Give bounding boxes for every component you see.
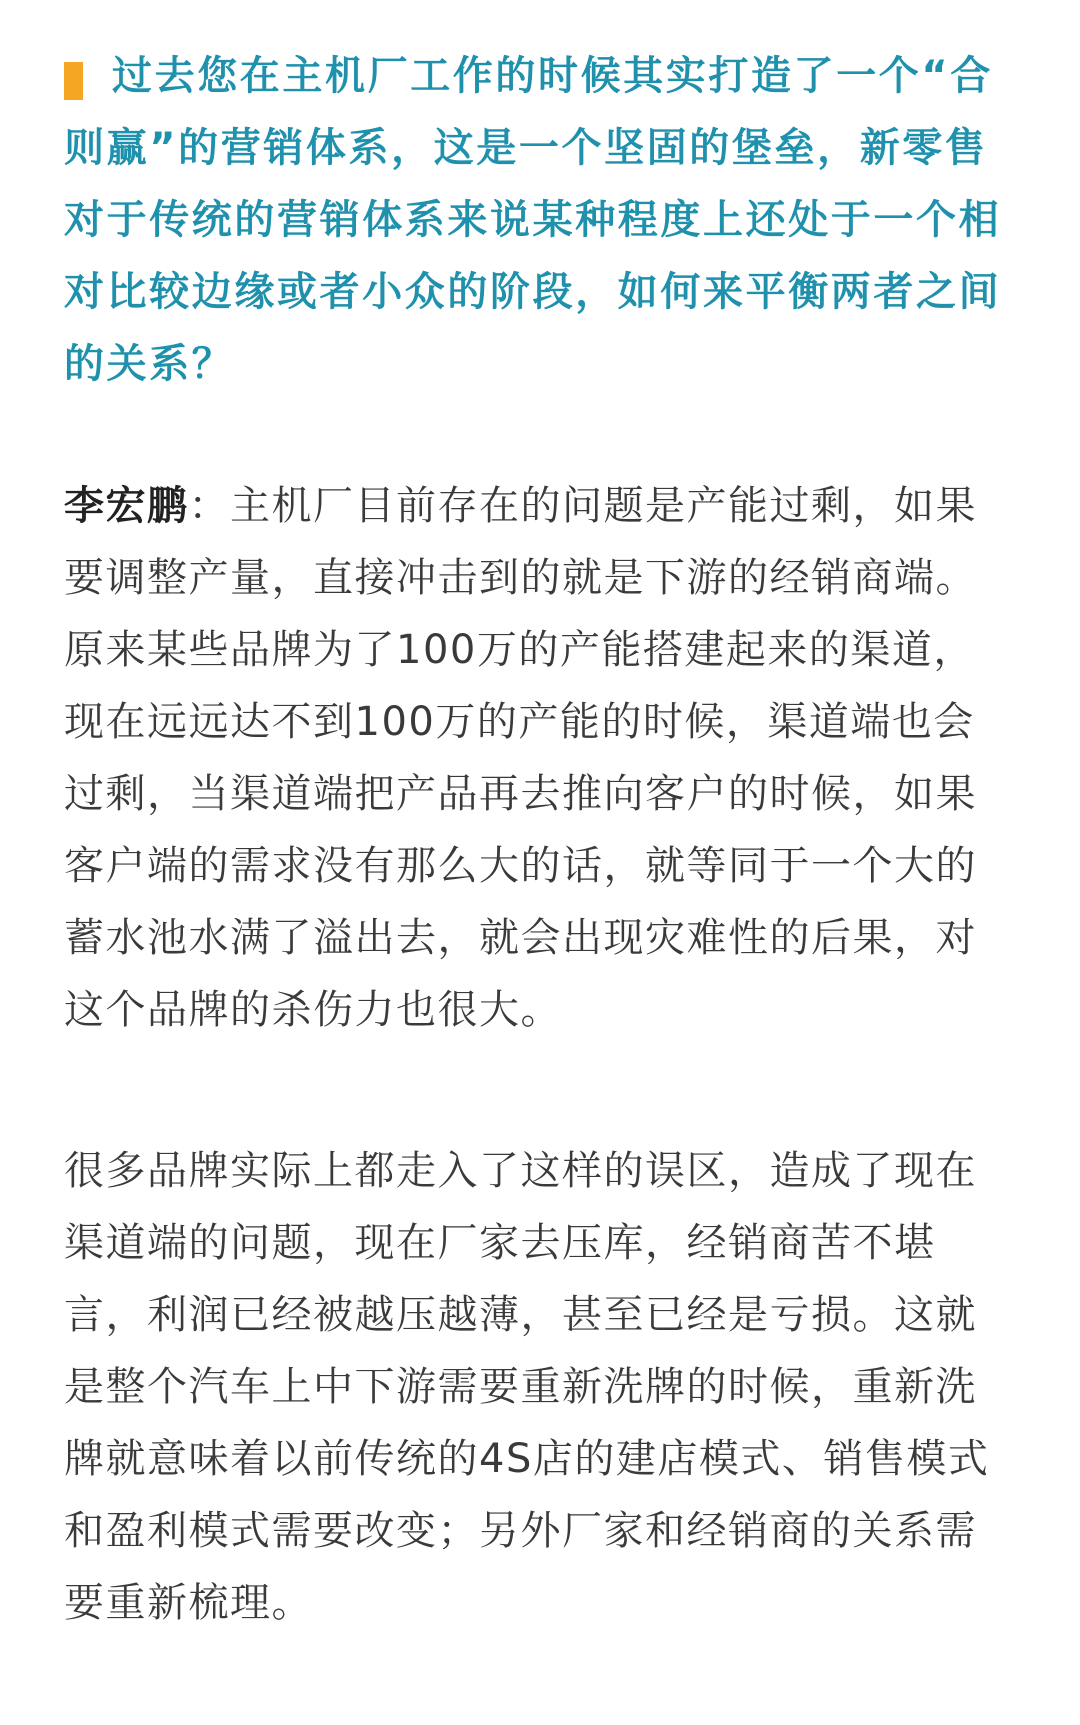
answer-paragraph-2: 很多品牌实际上都走入了这样的误区，造成了现在渠道端的问题，现在厂家去压库，经销商苦不堪言，利润已经被越压越薄，甚至已经是亏损。这就是整个汽车上中下游需要重新洗牌的时候，重新洗牌就意味着以前传统的4S店的建店模式、销售模式和盈利模式需要改变；另外厂家和经销商的关系需要重新梳理。 <box>64 1148 990 1626</box>
question-text: 过去您在主机厂工作的时候其实打造了一个“合则赢”的营销体系，这是一个坚固的堡垒，新零售对于传统的营销体系来说某种程度上还处于一个相对比较边缘或者小众的阶段，如何来平衡两者之间的关系？ <box>64 53 1002 387</box>
question-marker-bar <box>64 62 83 100</box>
answer-paragraph-1-text: 主机厂目前存在的问题是产能过剩，如果要调整产量，直接冲击到的就是下游的经销商端。原来某些品牌为了100万的产能搭建起来的渠道，现在远远达不到100万的产能的时候，渠道端也会过剩，当渠道端把产品再去推向客户的时候，如果客户端的需求没有那么大的话，就等同于一个大的蓄水池水满了溢出去，就会出现灾难性的后果，对这个品牌的杀伤力也很大。 <box>64 483 977 1033</box>
interview-question <box>64 40 1004 400</box>
speaker-name: 李宏鹏 <box>64 483 189 529</box>
speaker-separator: ： <box>188 483 230 529</box>
answer-paragraph-1 <box>64 470 1004 1046</box>
